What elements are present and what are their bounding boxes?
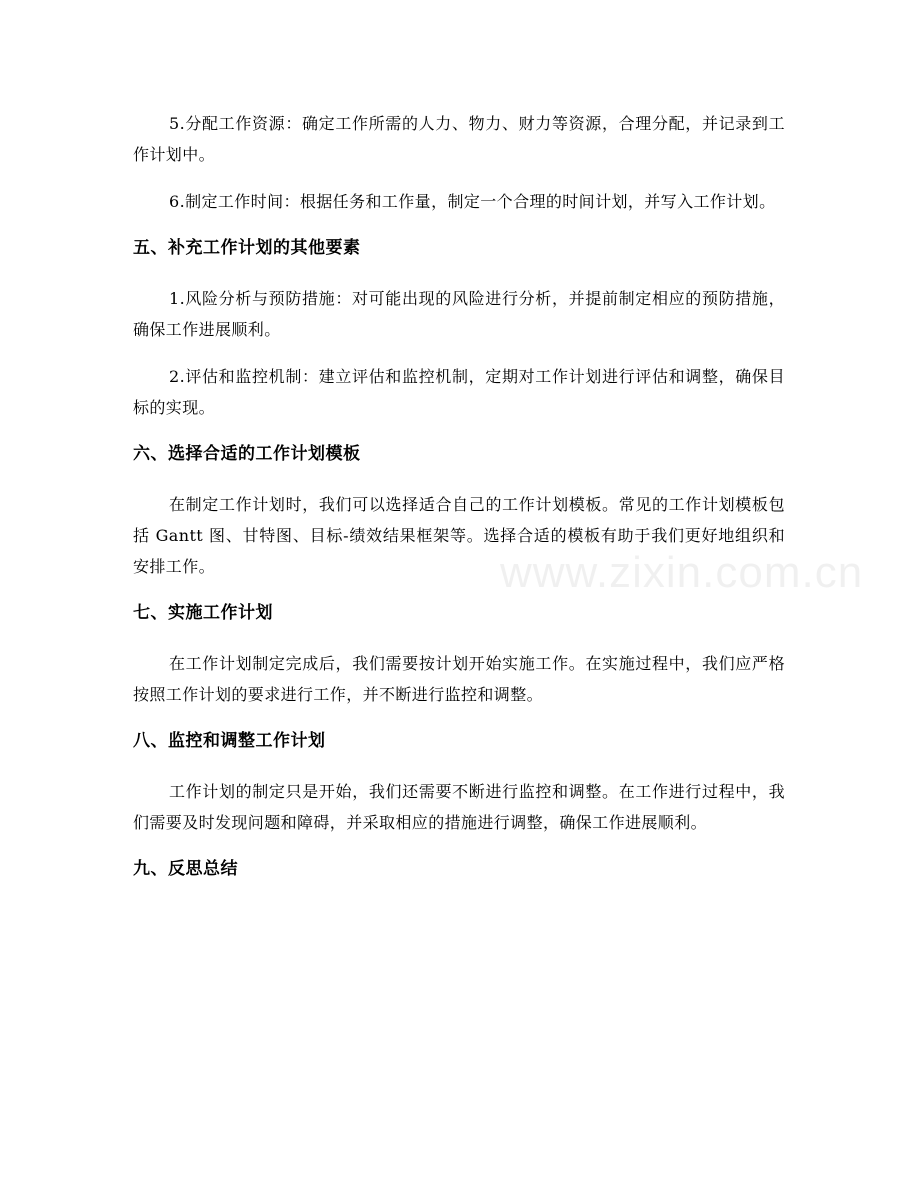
section-heading-5: 五、补充工作计划的其他要素: [133, 238, 361, 258]
paragraph-set-work-time: 6.制定工作时间：根据任务和工作量，制定一个合理的时间计划，并写入工作计划。: [169, 192, 776, 211]
paragraph-choose-template: 在制定工作计划时，我们可以选择适合自己的工作计划模板。常见的工作计划模板包括 Gantt 图、甘特图、目标-绩效结果框架等。选择合适的模板有助于我们更好地组织和安排工作。: [133, 495, 785, 576]
paragraph-allocate-resources: 5.分配工作资源：确定工作所需的人力、物力、财力等资源，合理分配，并记录到工作计划中。: [133, 114, 785, 164]
section-heading-8: 八、监控和调整工作计划: [133, 731, 326, 751]
paragraph-monitor-adjust: 工作计划的制定只是开始，我们还需要不断进行监控和调整。在工作进行过程中，我们需要及时发现问题和障碍，并采取相应的措施进行调整，确保工作进展顺利。: [133, 782, 785, 832]
paragraph-implement-plan: 在工作计划制定完成后，我们需要按计划开始实施工作。在实施过程中，我们应严格按照工作计划的要求进行工作，并不断进行监控和调整。: [133, 654, 785, 704]
section-heading-6: 六、选择合适的工作计划模板: [133, 444, 361, 464]
section-heading-7: 七、实施工作计划: [133, 603, 273, 623]
paragraph-evaluation-mechanism: 2.评估和监控机制：建立评估和监控机制，定期对工作计划进行评估和调整，确保目标的实现。: [133, 367, 785, 417]
paragraph-risk-analysis: 1.风险分析与预防措施：对可能出现的风险进行分析，并提前制定相应的预防措施，确保工作进展顺利。: [133, 289, 785, 339]
section-heading-9: 九、反思总结: [133, 859, 238, 879]
document-body: [133, 108, 785, 904]
watermark: www.zixin.com.cn: [500, 548, 864, 597]
